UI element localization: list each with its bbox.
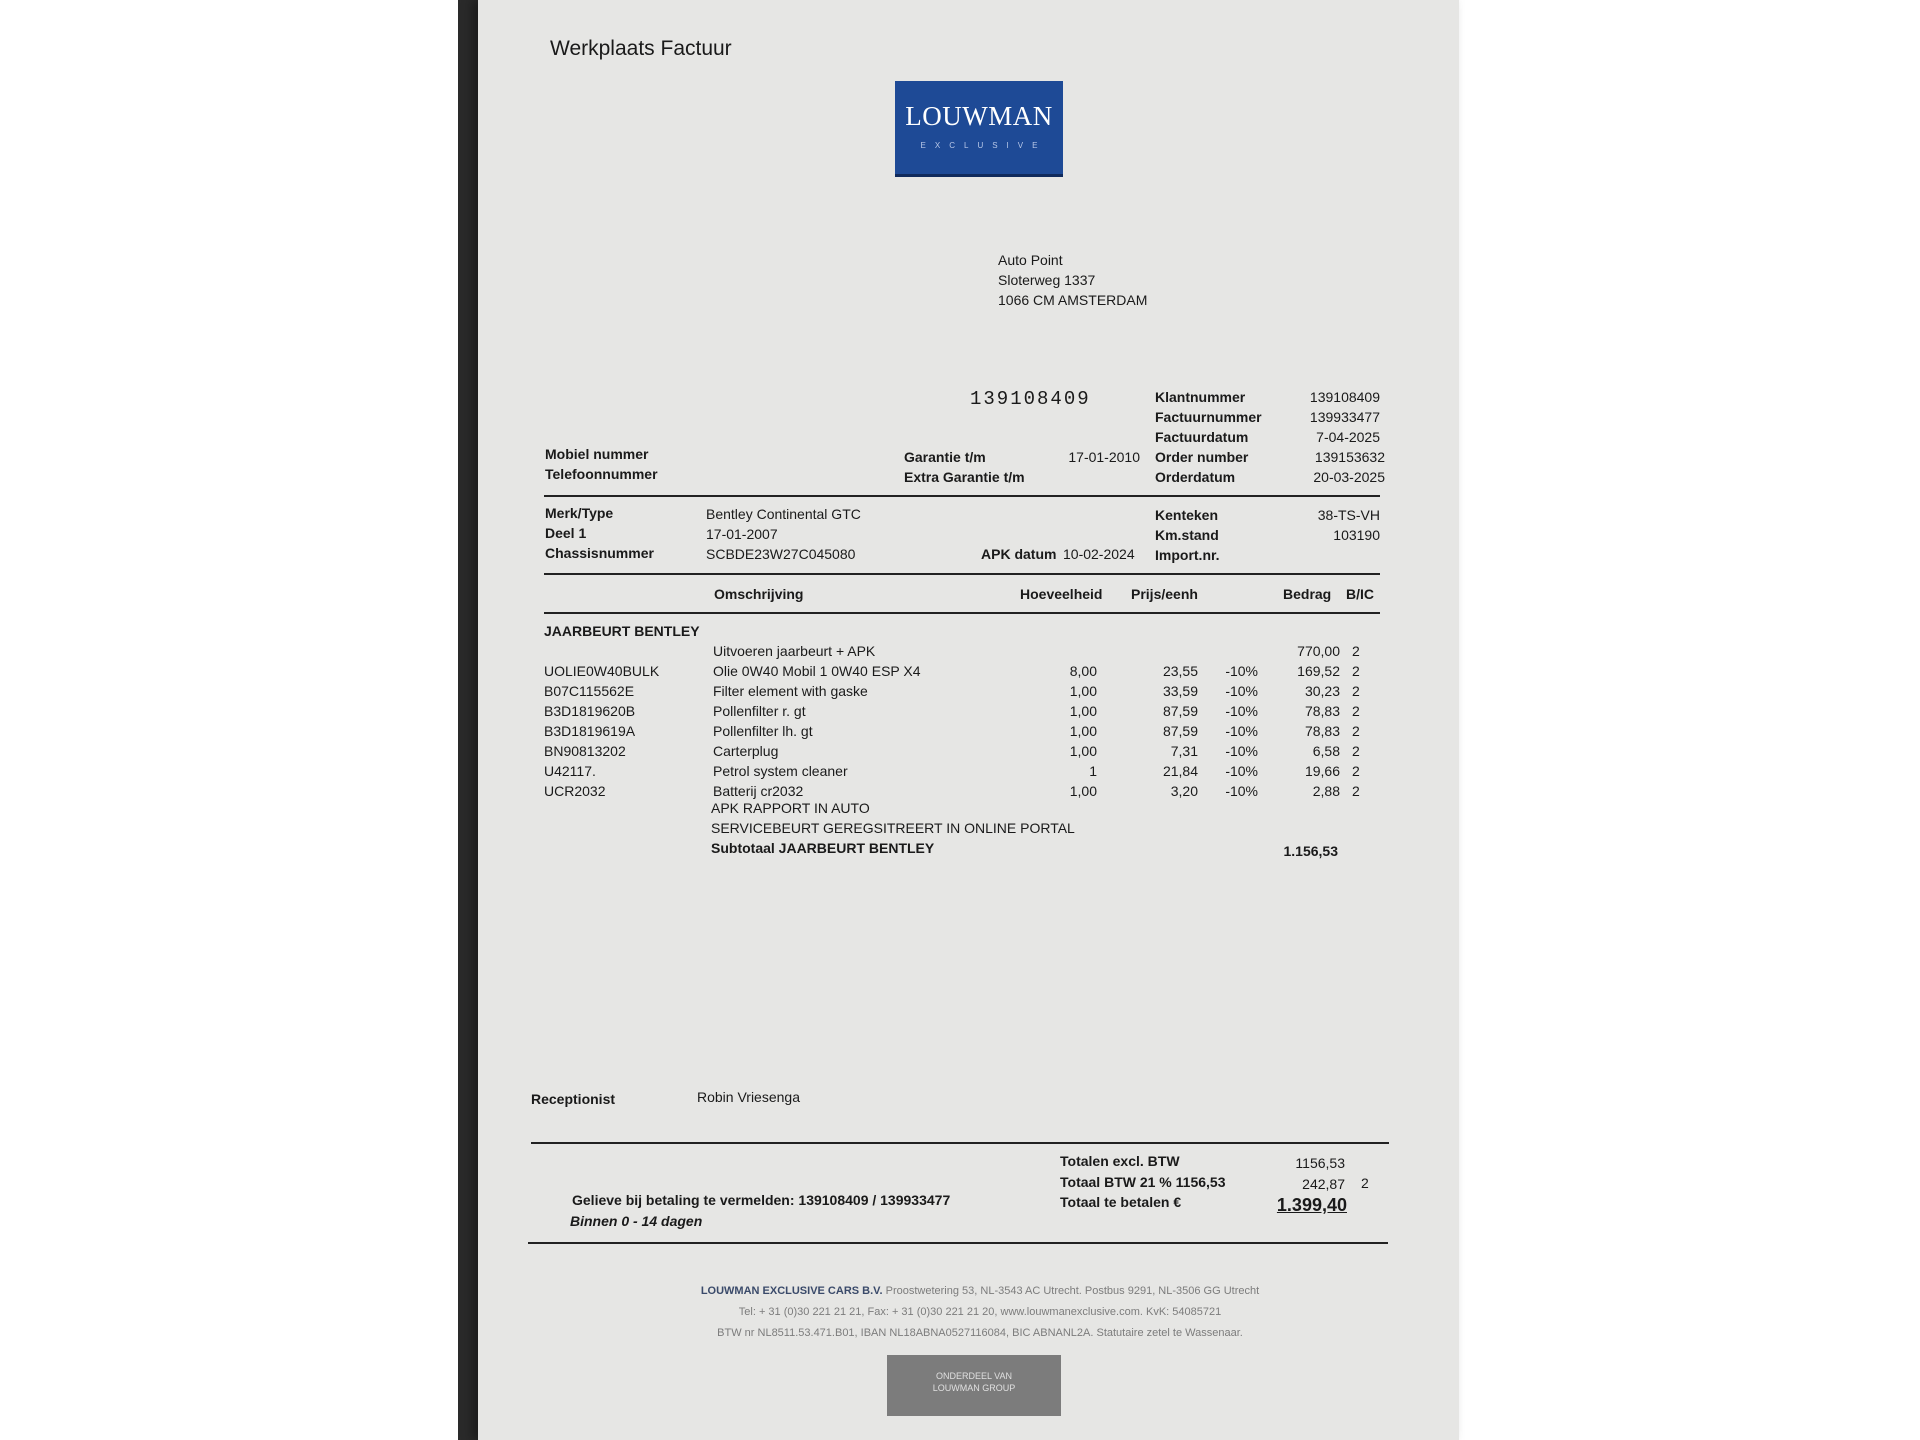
item-bic: 2	[1352, 783, 1360, 799]
item-code: B3D1819619A	[544, 723, 636, 739]
totals-excl-value: 1156,53	[1295, 1155, 1345, 1171]
item-unit-price: 3,20	[1170, 783, 1198, 799]
item-discount: -10%	[1225, 763, 1258, 779]
item-unit-price: 87,59	[1162, 723, 1198, 739]
id-value: 20-03-2025	[1313, 469, 1385, 485]
item-amount: 770,00	[1297, 643, 1340, 659]
divider	[544, 573, 1380, 575]
id-label: Factuurnummer	[1155, 409, 1262, 425]
item-code: UCR2032	[544, 783, 606, 799]
item-bic: 2	[1352, 703, 1360, 719]
footer-line-1	[530, 1285, 1430, 1297]
item-amount: 78,83	[1304, 723, 1340, 739]
logo-name: LOUWMAN	[905, 101, 1053, 131]
receptionist-name: Robin Vriesenga	[697, 1089, 800, 1105]
item-amount: 19,66	[1304, 763, 1340, 779]
totals-pay-label: Totaal te betalen €	[1060, 1194, 1182, 1210]
item-quantity: 1,00	[1069, 783, 1097, 799]
id-label: Order number	[1155, 449, 1249, 465]
item-code: U42117.	[544, 763, 596, 779]
item-discount: -10%	[1225, 783, 1258, 799]
payment-reference: Gelieve bij betaling te vermelden: 139108409 / 139933477	[572, 1192, 951, 1208]
vehicle-value: SCBDE23W27C045080	[706, 546, 856, 562]
garantie-value: 17-01-2010	[1068, 449, 1140, 465]
vehicle-right-label: Import.nr.	[1155, 547, 1220, 563]
note-line: APK RAPPORT IN AUTO	[711, 800, 870, 816]
item-bic: 2	[1352, 743, 1360, 759]
item-bic: 2	[1352, 683, 1360, 699]
id-value: 139108409	[1309, 389, 1380, 405]
item-code: B3D1819620B	[544, 703, 636, 719]
item-amount: 78,83	[1304, 703, 1340, 719]
id-label: Factuurdatum	[1155, 429, 1249, 445]
item-quantity: 1	[1089, 763, 1097, 779]
col-header-omschrijving: Omschrijving	[714, 586, 804, 602]
subtotal-value: 1.156,53	[1283, 843, 1338, 859]
divider	[531, 1142, 1389, 1144]
item-description: Pollenfilter lh. gt	[713, 723, 813, 739]
vehicle-label: Chassisnummer	[545, 545, 654, 561]
louwman-logo	[895, 81, 1063, 177]
footer-company: LOUWMAN EXCLUSIVE CARS B.V.	[700, 1285, 883, 1297]
totals-pay-value: 1.399,40	[1276, 1195, 1347, 1215]
address-line: Auto Point	[998, 252, 1063, 268]
vehicle-right-label: Km.stand	[1155, 527, 1219, 543]
garantie-label: Garantie t/m	[904, 449, 986, 465]
item-quantity: 1,00	[1069, 703, 1097, 719]
vehicle-right-value: 38-TS-VH	[1317, 507, 1380, 523]
col-header-prijs: Prijs/eenh	[1131, 586, 1198, 602]
item-bic: 2	[1352, 723, 1360, 739]
subtotal-label: Subtotaal JAARBEURT BENTLEY	[711, 840, 935, 856]
col-header-bic: B/IC	[1346, 586, 1374, 602]
divider	[528, 1242, 1388, 1244]
badge-line: LOUWMAN GROUP	[932, 1383, 1016, 1393]
vehicle-label: Merk/Type	[545, 505, 614, 521]
item-quantity: 1,00	[1069, 743, 1097, 759]
id-value: 139933477	[1309, 409, 1380, 425]
footer-line-2: Tel: + 31 (0)30 221 21 21, Fax: + 31 (0)30 221 21 20, www.louwmanexclusive.com. KvK: 54085721	[738, 1306, 1222, 1318]
item-code: BN90813202	[544, 743, 626, 759]
item-discount: -10%	[1225, 683, 1258, 699]
logo-tagline: EXCLUSIVE	[920, 141, 1047, 150]
extra-garantie-label: Extra Garantie t/m	[904, 469, 1025, 485]
id-value: 139153632	[1314, 449, 1385, 465]
item-quantity: 1,00	[1069, 723, 1097, 739]
item-unit-price: 33,59	[1162, 683, 1198, 699]
id-label: Klantnummer	[1155, 389, 1246, 405]
address-line: 1066 CM AMSTERDAM	[998, 292, 1148, 308]
col-header-hoeveelheid: Hoeveelheid	[1020, 586, 1103, 602]
address-line: Sloterweg 1337	[998, 272, 1096, 288]
footer-address: Proostwetering 53, NL-3543 AC Utrecht. Postbus 9291, NL-3506 GG Utrecht	[882, 1285, 1260, 1297]
item-bic: 2	[1352, 643, 1360, 659]
totals-btw-label: Totaal BTW 21 % 1156,53	[1060, 1174, 1226, 1190]
apk-label: APK datum	[981, 546, 1057, 562]
item-description: Batterij cr2032	[713, 783, 804, 799]
item-amount: 169,52	[1297, 663, 1340, 679]
item-amount: 30,23	[1304, 683, 1340, 699]
item-unit-price: 21,84	[1162, 763, 1198, 779]
item-description: Pollenfilter r. gt	[713, 703, 806, 719]
col-header-bedrag: Bedrag	[1283, 586, 1332, 602]
item-amount: 6,58	[1312, 743, 1340, 759]
item-quantity: 1,00	[1069, 683, 1097, 699]
item-description: Petrol system cleaner	[713, 763, 848, 779]
item-code: UOLIE0W40BULK	[544, 663, 660, 679]
vehicle-right-value: 103190	[1333, 527, 1380, 543]
item-discount: -10%	[1225, 723, 1258, 739]
item-discount: -10%	[1225, 663, 1258, 679]
item-amount: 2,88	[1312, 783, 1340, 799]
note-line: SERVICEBEURT GEREGSITREERT IN ONLINE PORTAL	[711, 820, 1075, 836]
item-description: Uitvoeren jaarbeurt + APK	[713, 643, 876, 659]
item-quantity: 8,00	[1069, 663, 1097, 679]
item-discount: -10%	[1225, 743, 1258, 759]
customer-number-large: 139108409	[970, 388, 1091, 410]
id-label: Orderdatum	[1155, 469, 1236, 485]
totals-btw-value: 242,87	[1302, 1176, 1345, 1192]
contact-label: Telefoonnummer	[545, 466, 658, 482]
badge-line: ONDERDEEL VAN	[935, 1371, 1013, 1381]
item-description: Filter element with gaske	[713, 683, 868, 699]
item-unit-price: 87,59	[1162, 703, 1198, 719]
item-bic: 2	[1352, 763, 1360, 779]
vehicle-value: Bentley Continental GTC	[706, 506, 861, 522]
vehicle-right-label: Kenteken	[1155, 507, 1219, 523]
apk-value: 10-02-2024	[1063, 546, 1135, 562]
item-description: Olie 0W40 Mobil 1 0W40 ESP X4	[713, 663, 921, 679]
item-unit-price: 7,31	[1170, 743, 1198, 759]
section-title: JAARBEURT BENTLEY	[544, 623, 700, 639]
item-bic: 2	[1352, 663, 1360, 679]
receptionist-label: Receptionist	[531, 1091, 616, 1107]
vehicle-label: Deel 1	[545, 525, 587, 541]
item-description: Carterplug	[713, 743, 779, 759]
louwman-group-badge	[887, 1355, 1061, 1416]
document-title: Werkplaats Factuur	[550, 37, 732, 60]
item-discount: -10%	[1225, 703, 1258, 719]
divider	[544, 495, 1380, 497]
totals-excl-label: Totalen excl. BTW	[1060, 1153, 1180, 1169]
contact-label: Mobiel nummer	[545, 446, 649, 462]
item-code: B07C115562E	[544, 683, 635, 699]
id-value: 7-04-2025	[1316, 429, 1380, 445]
divider	[544, 612, 1380, 614]
payment-terms: Binnen 0 - 14 dagen	[570, 1213, 703, 1229]
footer-line-3: BTW nr NL8511.53.471.B01, IBAN NL18ABNA0527116084, BIC ABNANL2A. Statutaire zetel te Wassenaar.	[717, 1327, 1243, 1339]
vehicle-value: 17-01-2007	[706, 526, 778, 542]
totals-btw-code: 2	[1361, 1175, 1369, 1191]
item-unit-price: 23,55	[1162, 663, 1198, 679]
